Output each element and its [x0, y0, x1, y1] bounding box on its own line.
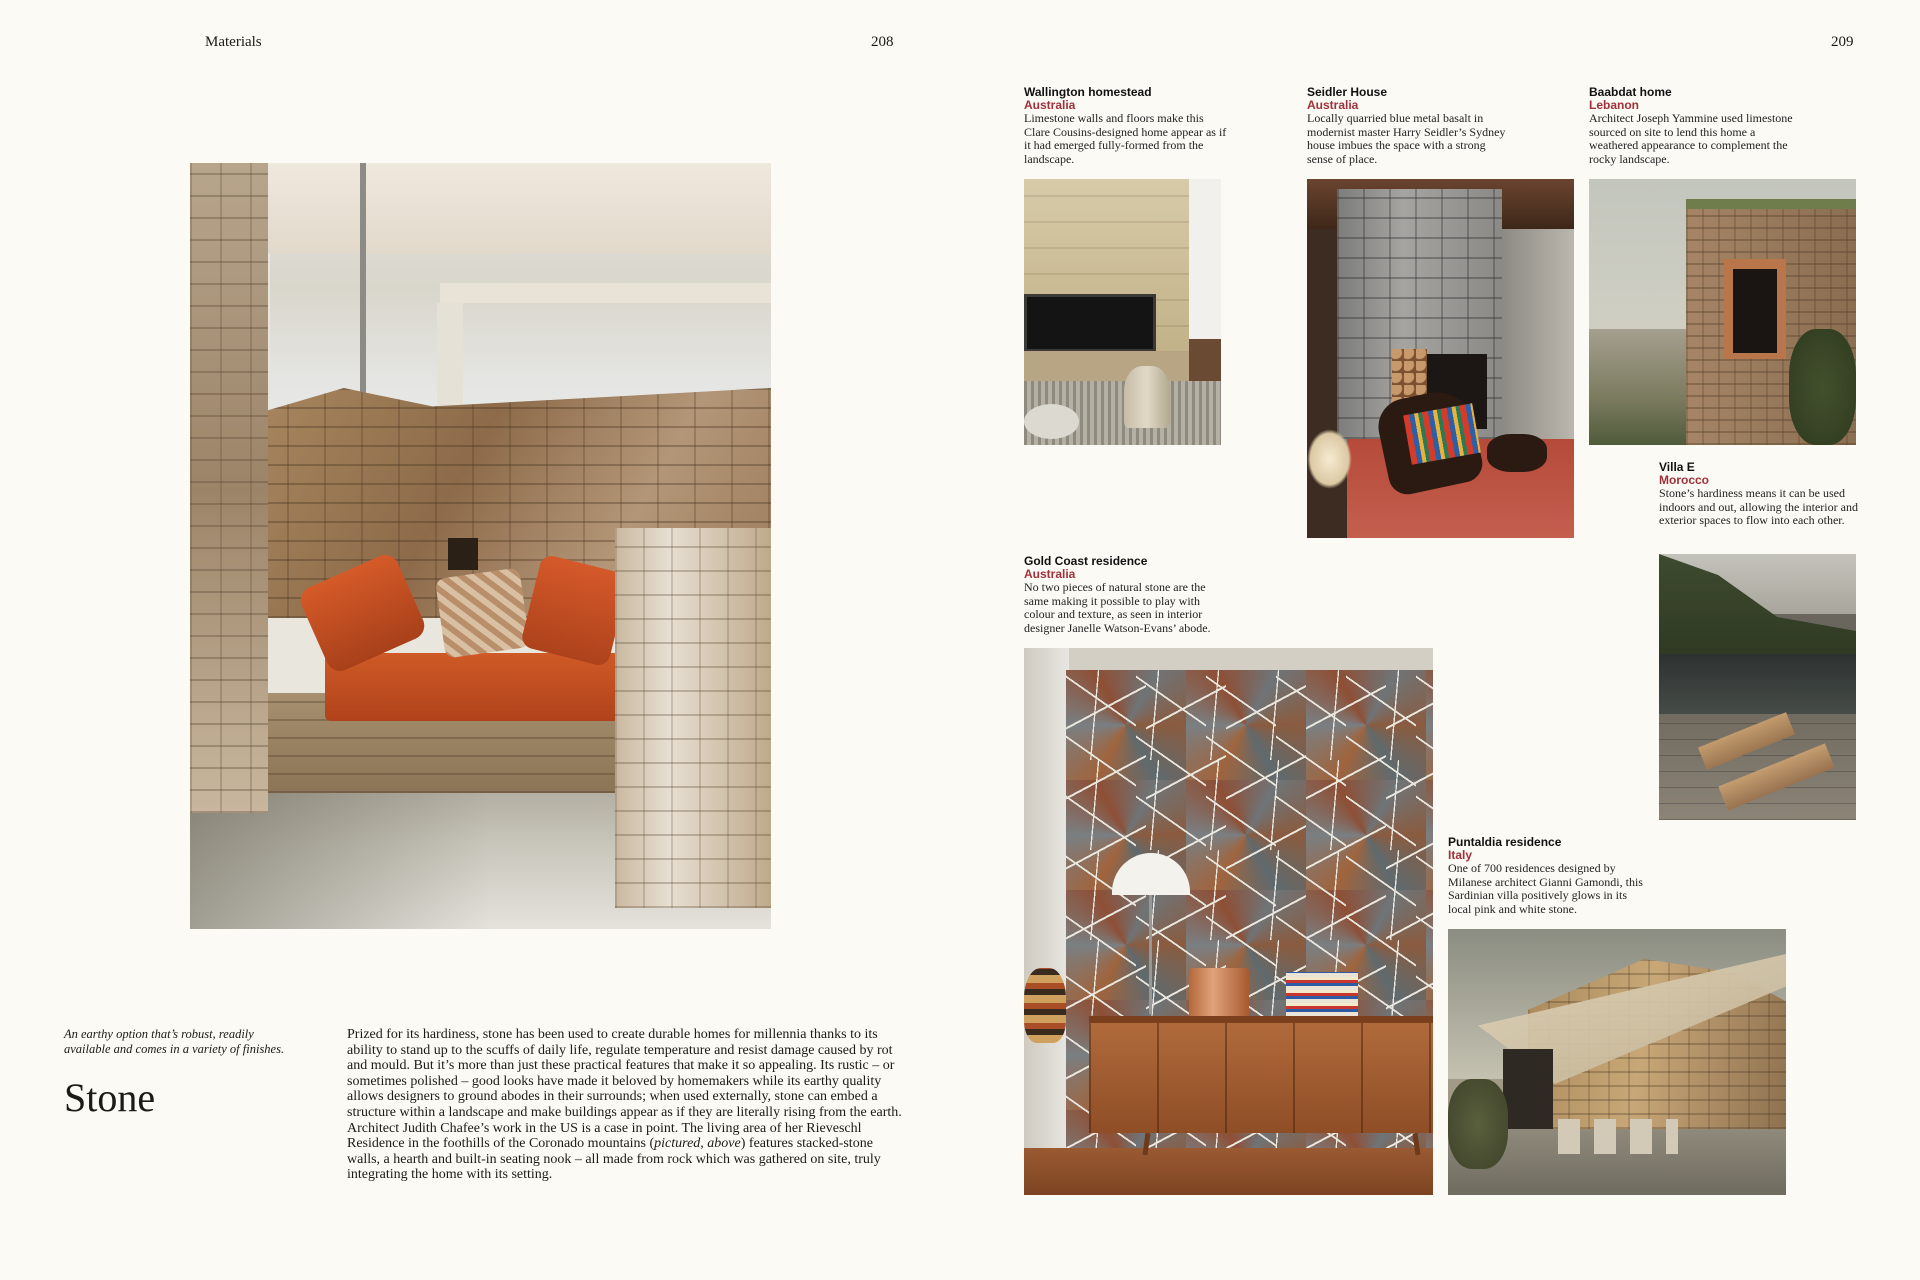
photo-baabdat-home — [1589, 179, 1856, 445]
caption-baabdat — [1589, 85, 1794, 166]
caption-country: Australia — [1024, 567, 1076, 581]
running-head: Materials — [205, 34, 262, 50]
caption-wallington — [1024, 85, 1229, 166]
photo-seidler-house — [1307, 179, 1574, 538]
caption-country: Lebanon — [1589, 98, 1639, 112]
caption-seidler — [1307, 85, 1512, 166]
caption-villa-e — [1659, 460, 1859, 528]
caption-text: Stone’s hardiness means it can be used indoors and out, allowing the interior and exterior spaces to flow into each other. — [1659, 486, 1858, 527]
caption-title: Villa E — [1659, 460, 1695, 474]
article-body — [347, 1027, 907, 1183]
page-number-right: 209 — [1831, 34, 1854, 50]
photo-puntaldia-residence — [1448, 929, 1786, 1195]
standfirst-line: available and comes in a variety of finishes. — [64, 1042, 285, 1056]
photo-wallington-homestead — [1024, 179, 1221, 445]
caption-text: One of 700 residences designed by Milanese architect Gianni Gamondi, this Sardinian villa positively glows in its local pink and white stone. — [1448, 861, 1643, 916]
main-photo-stone-seating-nook — [190, 163, 771, 929]
standfirst-line: An earthy option that’s robust, readily — [64, 1027, 254, 1041]
caption-country: Morocco — [1659, 473, 1710, 487]
caption-title: Seidler House — [1307, 85, 1388, 99]
caption-country: Italy — [1448, 848, 1473, 862]
caption-puntaldia — [1448, 835, 1653, 916]
page-number-left: 208 — [871, 34, 894, 50]
standfirst — [64, 1027, 334, 1057]
caption-title: Baabdat home — [1589, 85, 1672, 99]
caption-text: Locally quarried blue metal basalt in modernist master Harry Seidler’s Sydney house imbues the space with a strong sense of place. — [1307, 111, 1506, 166]
caption-title: Wallington homestead — [1024, 85, 1152, 99]
article-headline: Stone — [64, 1075, 156, 1120]
caption-country: Australia — [1307, 98, 1359, 112]
caption-text: No two pieces of natural stone are the same making it possible to play with colour and texture, as seen in interior designer Janelle Watson-Evans’ abode. — [1024, 580, 1211, 635]
caption-text: Limestone walls and floors make this Clare Cousins-designed home appear as if it had emerged fully-formed from the landscape. — [1024, 111, 1227, 166]
caption-text: Architect Joseph Yammine used limestone sourced on site to lend this home a weathered appearance to complement the rocky landscape. — [1589, 111, 1793, 166]
caption-gold-coast — [1024, 554, 1229, 635]
caption-country: Australia — [1024, 98, 1076, 112]
photo-villa-e — [1659, 554, 1856, 820]
body-text: ) features stacked-stone walls, a hearth and built-in seating nook – all made from rock which was gathered on site, truly integrating the home with its setting. — [347, 1136, 881, 1183]
body-text-italic: pictured, above — [654, 1136, 741, 1152]
photo-gold-coast-residence — [1024, 648, 1433, 1195]
body-text: Prized for its hardiness, stone has been used to create durable homes for millennia thanks to its ability to stand up to the scuffs of daily life, regulate temperature and resist damage caused by rot and mould. But it’s more than just these practical features that make it so appealing. Its rustic – or sometimes polished – good looks have made it beloved by homemakers while its earthy quality allows designers to ground abodes in their surrounds; when used externally, stone can embed a structure within a landscape and make buildings appear as if they are literally rising from the earth. Architect Judith Chafee’s work in the US is a case in point. The living area of her Rieveschl Residence in the foothills of the Coronado mountains ( — [347, 1027, 902, 1152]
caption-title: Puntaldia residence — [1448, 835, 1562, 849]
caption-title: Gold Coast residence — [1024, 554, 1148, 568]
